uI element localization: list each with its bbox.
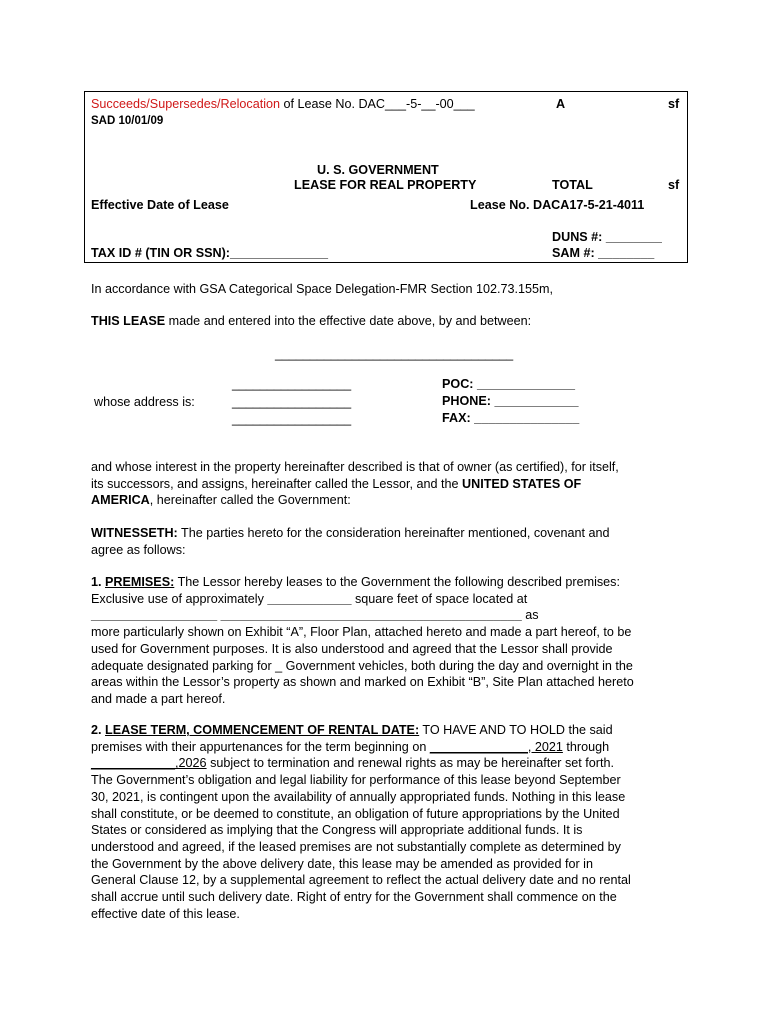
interest-america-bold: AMERICA [91,493,150,508]
square-feet-field[interactable]: ____________ [267,591,352,606]
term-end-date-field[interactable]: ____________,2026 [91,756,207,771]
address-line-3[interactable]: _________________ [232,412,352,426]
s2-line-7: States or considered as implying that the Congress will appropriate additional funds. It is [91,823,583,838]
s1-line-3 [91,607,691,624]
s1-number: 1. [91,575,106,589]
s1-line-7: areas within the Lessor’s property as shown and marked on Exhibit “B”, Site Plan attached hereto [91,675,634,690]
section-1-premises [91,574,691,708]
poc-field[interactable]: POC: ______________ [442,377,576,391]
duns-field[interactable]: DUNS #: ________ [552,230,662,244]
interest-line-2-text: its successors, and assigns, hereinafter called the Lessor, and the [91,476,463,491]
effective-date-label: Effective Date of Lease [91,198,229,212]
succeeds-line [91,97,475,111]
s2-line-2-text-b: through [562,739,610,754]
lease-number: Lease No. DACA17-5-21-4011 [470,198,645,212]
col-sf-label-1: sf [668,97,680,111]
location-field-1[interactable]: __________________ [91,608,218,623]
s1-heading: PREMISES: [105,575,175,589]
s2-line-1 [91,722,691,739]
tax-id-field[interactable]: TAX ID # (TIN OR SSN):______________ [91,246,329,260]
s2-line-3-text: subject to termination and renewal rights as may be hereinafter set forth. [206,756,614,771]
s2-line-4: The Government’s obligation and legal liability for performance of this lease beyond September [91,773,621,788]
this-lease-line [91,314,531,328]
location-field-2[interactable]: ___________________________________________ [217,608,522,623]
succeeds-label: Succeeds/Supersedes/Relocation [91,97,281,111]
s2-number: 2. [91,723,106,737]
witnesseth-line-2: agree as follows: [91,542,186,557]
address-label: whose address is: [94,395,195,409]
phone-field[interactable]: PHONE: ____________ [442,394,579,408]
interest-usa-bold: UNITED STATES OF [462,476,582,491]
interest-line-3-text: , hereinafter called the Government: [149,493,351,508]
gsa-delegation-line: In accordance with GSA Categorical Space Delegation-FMR Section 102.73.155m, [91,282,554,296]
witnesseth-line-1 [91,525,691,542]
term-begin-date-field[interactable]: ______________, 2021 [429,739,563,754]
interest-line-1: and whose interest in the property hereinafter described is that of owner (as certified), for itself, [91,460,619,474]
s1-line-2 [91,591,691,608]
this-lease-text: made and entered into the effective date above, by and between: [165,314,532,328]
s2-line-2-text-a: premises with their appurtenances for the term beginning on [91,739,430,754]
s1-line-8: and made a part hereof. [91,691,226,706]
s1-line-2-text-a: Exclusive use of approximately [91,591,268,606]
section-2-lease-term [91,722,691,922]
witnesseth-bold: WITNESSETH: [91,526,178,540]
witnesseth-paragraph [91,525,691,558]
s2-line-6: shall constitute, or be deemed to constitute, an obligation of future appropriations by the United [91,806,620,821]
interest-line-2 [91,476,691,493]
total-label: TOTAL [552,178,593,192]
header-bottom-rule [84,262,688,263]
s1-line-3-as: as [521,608,539,623]
s2-heading: LEASE TERM, COMMENCEMENT OF RENTAL DATE: [105,723,420,737]
this-lease-bold: THIS LEASE [91,314,166,328]
s2-line-5: 30, 2021, is contingent upon the availability of annually appropriated funds. Nothing in this lease [91,789,626,804]
gov-title-1: U. S. GOVERNMENT [317,163,439,177]
address-line-1[interactable]: _________________ [232,377,352,391]
fax-field[interactable]: FAX: _______________ [442,411,580,425]
col-a-label: A [556,97,566,111]
lessor-name-field[interactable]: __________________________________ [275,347,514,361]
interest-line-3 [91,492,691,509]
s2-line-1-text: TO HAVE AND TO HOLD the said [419,723,613,737]
s1-line-5: used for Government purposes. It is also understood and agreed that the Lessor shall provide [91,641,613,656]
s1-line-4: more particularly shown on Exhibit “A”, Floor Plan, attached hereto and made a part hereof, to be [91,625,632,640]
s2-line-8: understood and agreed, if the leased premises are not substantially complete as determined by [91,839,621,854]
sad-date: SAD 10/01/09 [91,115,164,127]
col-sf-label-2: sf [668,178,680,192]
s1-line-2-text-b: square feet of space located at [351,591,528,606]
s2-line-9: the Government by the above delivery date, this lease may be amended as provided for in [91,856,593,871]
s1-line-1-text: The Lessor hereby leases to the Government the following described premises: [174,575,620,589]
address-line-2[interactable]: _________________ [232,395,352,409]
s2-line-3 [91,755,691,772]
s1-line-6: adequate designated parking for _ Government vehicles, both during the day and overnight in the [91,658,633,673]
s2-line-2 [91,739,691,756]
s1-line-1 [91,574,691,591]
s2-line-12: effective date of this lease. [91,906,240,921]
gov-title-2: LEASE FOR REAL PROPERTY [294,178,477,192]
interest-paragraph [91,459,691,509]
succeeds-lease-no: of Lease No. DAC___-5-__-00___ [280,97,475,111]
s2-line-11: shall accrue until such delivery date. Right of entry for the Government shall commence on the [91,890,617,905]
s2-line-10: General Clause 12, by a supplemental agreement to reflect the actual delivery date and no rental [91,873,631,888]
witnesseth-text: The parties hereto for the consideration hereinafter mentioned, covenant and [177,526,610,540]
sam-field[interactable]: SAM #: ________ [552,246,655,260]
